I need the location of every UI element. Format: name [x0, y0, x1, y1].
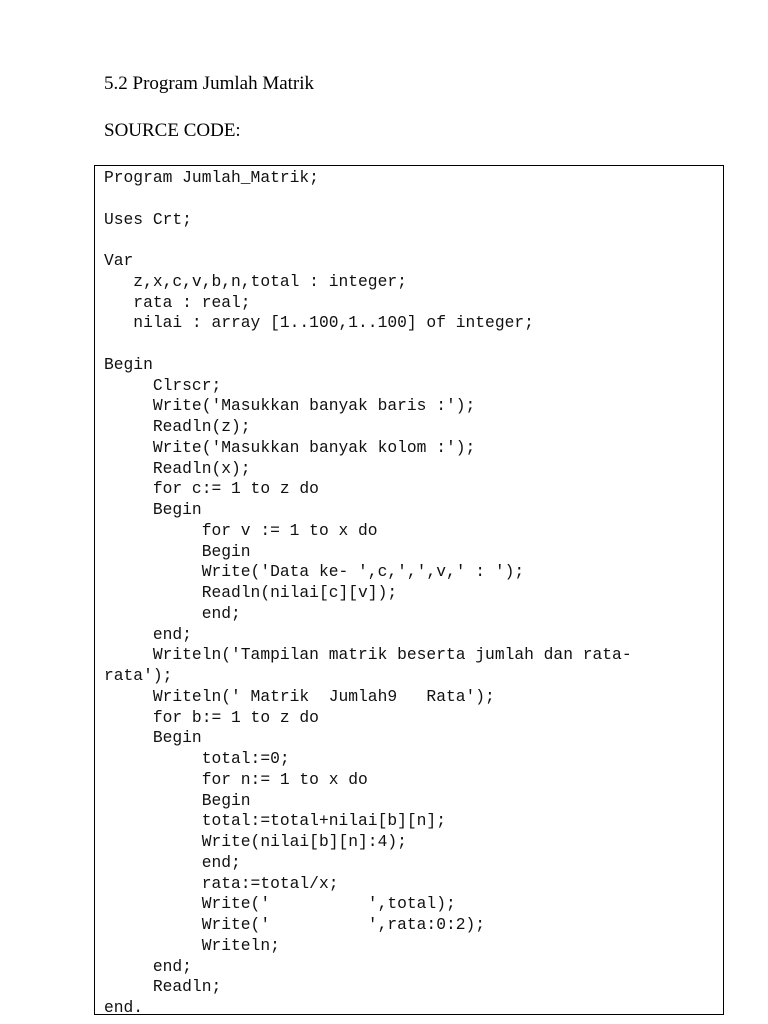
code-line: [104, 189, 632, 210]
code-line: Begin: [104, 728, 202, 748]
code-line: Write('Data ke- ',c,',',v,' : ');: [104, 562, 525, 582]
source-code-listing: [104, 168, 632, 1015]
code-line: [104, 334, 632, 355]
code-line: Begin: [104, 354, 153, 374]
section-title: 5.2 Program Jumlah Matrik: [104, 73, 315, 94]
code-line: Writeln('Tampilan matrik beserta jumlah dan rata-: [104, 645, 632, 665]
code-line: rata');: [104, 666, 173, 685]
code-line: Begin: [104, 541, 251, 561]
code-line: Write(' ',total);: [104, 894, 456, 914]
code-line: Readln(z);: [104, 417, 251, 436]
source-code-label: SOURCE CODE:: [104, 120, 241, 141]
code-line: Readln(nilai[c][v]);: [104, 583, 398, 602]
code-line: rata:=total/x;: [104, 873, 339, 893]
code-line: end.: [104, 998, 144, 1015]
code-line: for v := 1 to x do: [104, 520, 378, 540]
code-line: nilai : array [1..100,1..100] of integer;: [104, 313, 534, 333]
code-line: for c:= 1 to z do: [104, 479, 319, 499]
code-line: Writeln;: [104, 935, 280, 955]
code-line: Readln;: [104, 977, 222, 997]
code-line: Readln(x);: [104, 458, 251, 478]
code-line: Var: [104, 251, 134, 270]
code-line: [104, 230, 632, 251]
code-line: end;: [104, 624, 192, 644]
code-line: Write(' ',rata:0:2);: [104, 915, 486, 934]
code-line: for b:= 1 to z do: [104, 707, 319, 727]
code-line: Uses Crt;: [104, 209, 192, 229]
code-line: total:=0;: [104, 749, 290, 768]
code-line: Write('Masukkan banyak kolom :');: [104, 437, 476, 457]
code-line: Begin: [104, 790, 251, 810]
code-line: z,x,c,v,b,n,total : integer;: [104, 271, 407, 291]
code-line: Write('Masukkan banyak baris :');: [104, 396, 476, 416]
source-code-box: [94, 165, 724, 1015]
code-line: end;: [104, 956, 192, 976]
code-line: rata : real;: [104, 292, 251, 312]
code-line: for n:= 1 to x do: [104, 769, 368, 789]
code-line: Writeln(' Matrik Jumlah9 Rata');: [104, 686, 495, 706]
code-line: end;: [104, 603, 241, 623]
code-line: Write(nilai[b][n]:4);: [104, 832, 407, 851]
code-line: Clrscr;: [104, 375, 222, 395]
code-line: end;: [104, 852, 241, 872]
code-line: Program Jumlah_Matrik;: [104, 168, 319, 187]
code-line: Begin: [104, 500, 202, 519]
code-line: total:=total+nilai[b][n];: [104, 811, 446, 831]
